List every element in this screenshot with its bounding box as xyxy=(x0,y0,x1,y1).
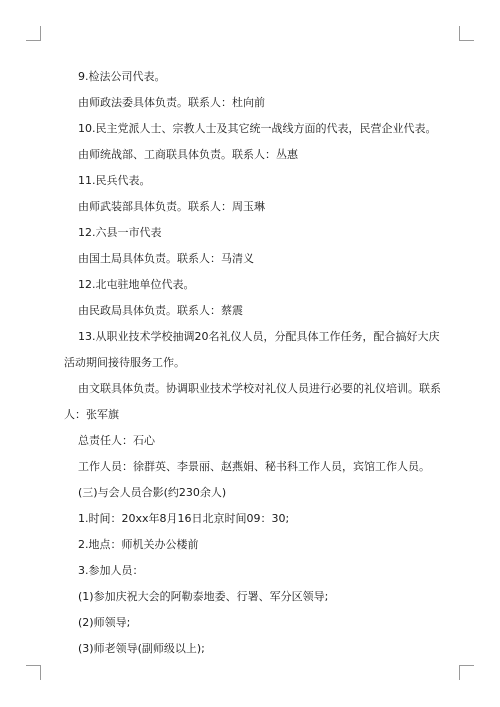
document-body xyxy=(64,64,444,662)
paragraph-item-11: 11.民兵代表。 xyxy=(78,174,151,187)
paragraph-attendee-2: (2)师领导; xyxy=(78,616,131,629)
paragraph-photo-attendees: 3.参加人员： xyxy=(78,564,144,577)
crop-mark-top-left xyxy=(26,26,41,41)
paragraph-item-13: 13.从职业技术学校抽调20名礼仪人员，分配具体工作任务，配合搞好大庆活动期间接待服务工作。 xyxy=(64,330,440,369)
paragraph-contact-12b: 由民政局具体负责。联系人：蔡震 xyxy=(78,304,243,317)
paragraph-item-12a: 12.六县一市代表 xyxy=(78,226,162,239)
paragraph-item-9: 9.检法公司代表。 xyxy=(78,70,166,83)
paragraph-contact-11: 由师武装部具体负责。联系人：周玉琳 xyxy=(78,200,265,213)
paragraph-section-photo: (三)与会人员合影(约230余人) xyxy=(78,486,227,499)
paragraph-item-10: 10.民主党派人士、宗教人士及其它统一战线方面的代表，民营企业代表。 xyxy=(78,122,437,135)
crop-mark-top-right xyxy=(459,26,474,41)
crop-mark-bottom-right xyxy=(459,665,474,680)
paragraph-contact-12a: 由国土局具体负责。联系人：马清义 xyxy=(78,252,254,265)
paragraph-responsible-person: 总责任人：石心 xyxy=(78,434,155,447)
paragraph-contact-13: 由文联具体负责。协调职业技术学校对礼仪人员进行必要的礼仪培训。联系人：张军旗 xyxy=(64,382,441,421)
paragraph-staff: 工作人员：徐群英、李景丽、赵燕娟、秘书科工作人员，宾馆工作人员。 xyxy=(78,460,430,473)
paragraph-contact-10: 由师统战部、工商联具体负责。联系人：丛惠 xyxy=(78,148,298,161)
paragraph-attendee-3: (3)师老领导(副师级以上); xyxy=(78,642,205,655)
paragraph-contact-9: 由师政法委具体负责。联系人：杜向前 xyxy=(78,96,265,109)
paragraph-photo-time: 1.时间：20xx年8月16日北京时间09：30; xyxy=(78,512,290,525)
paragraph-item-12b: 12.北屯驻地单位代表。 xyxy=(78,278,195,291)
paragraph-photo-location: 2.地点：师机关办公楼前 xyxy=(78,538,199,551)
paragraph-attendee-1: (1)参加庆祝大会的阿勒泰地委、行署、军分区领导; xyxy=(78,590,329,603)
crop-mark-bottom-left xyxy=(26,665,41,680)
